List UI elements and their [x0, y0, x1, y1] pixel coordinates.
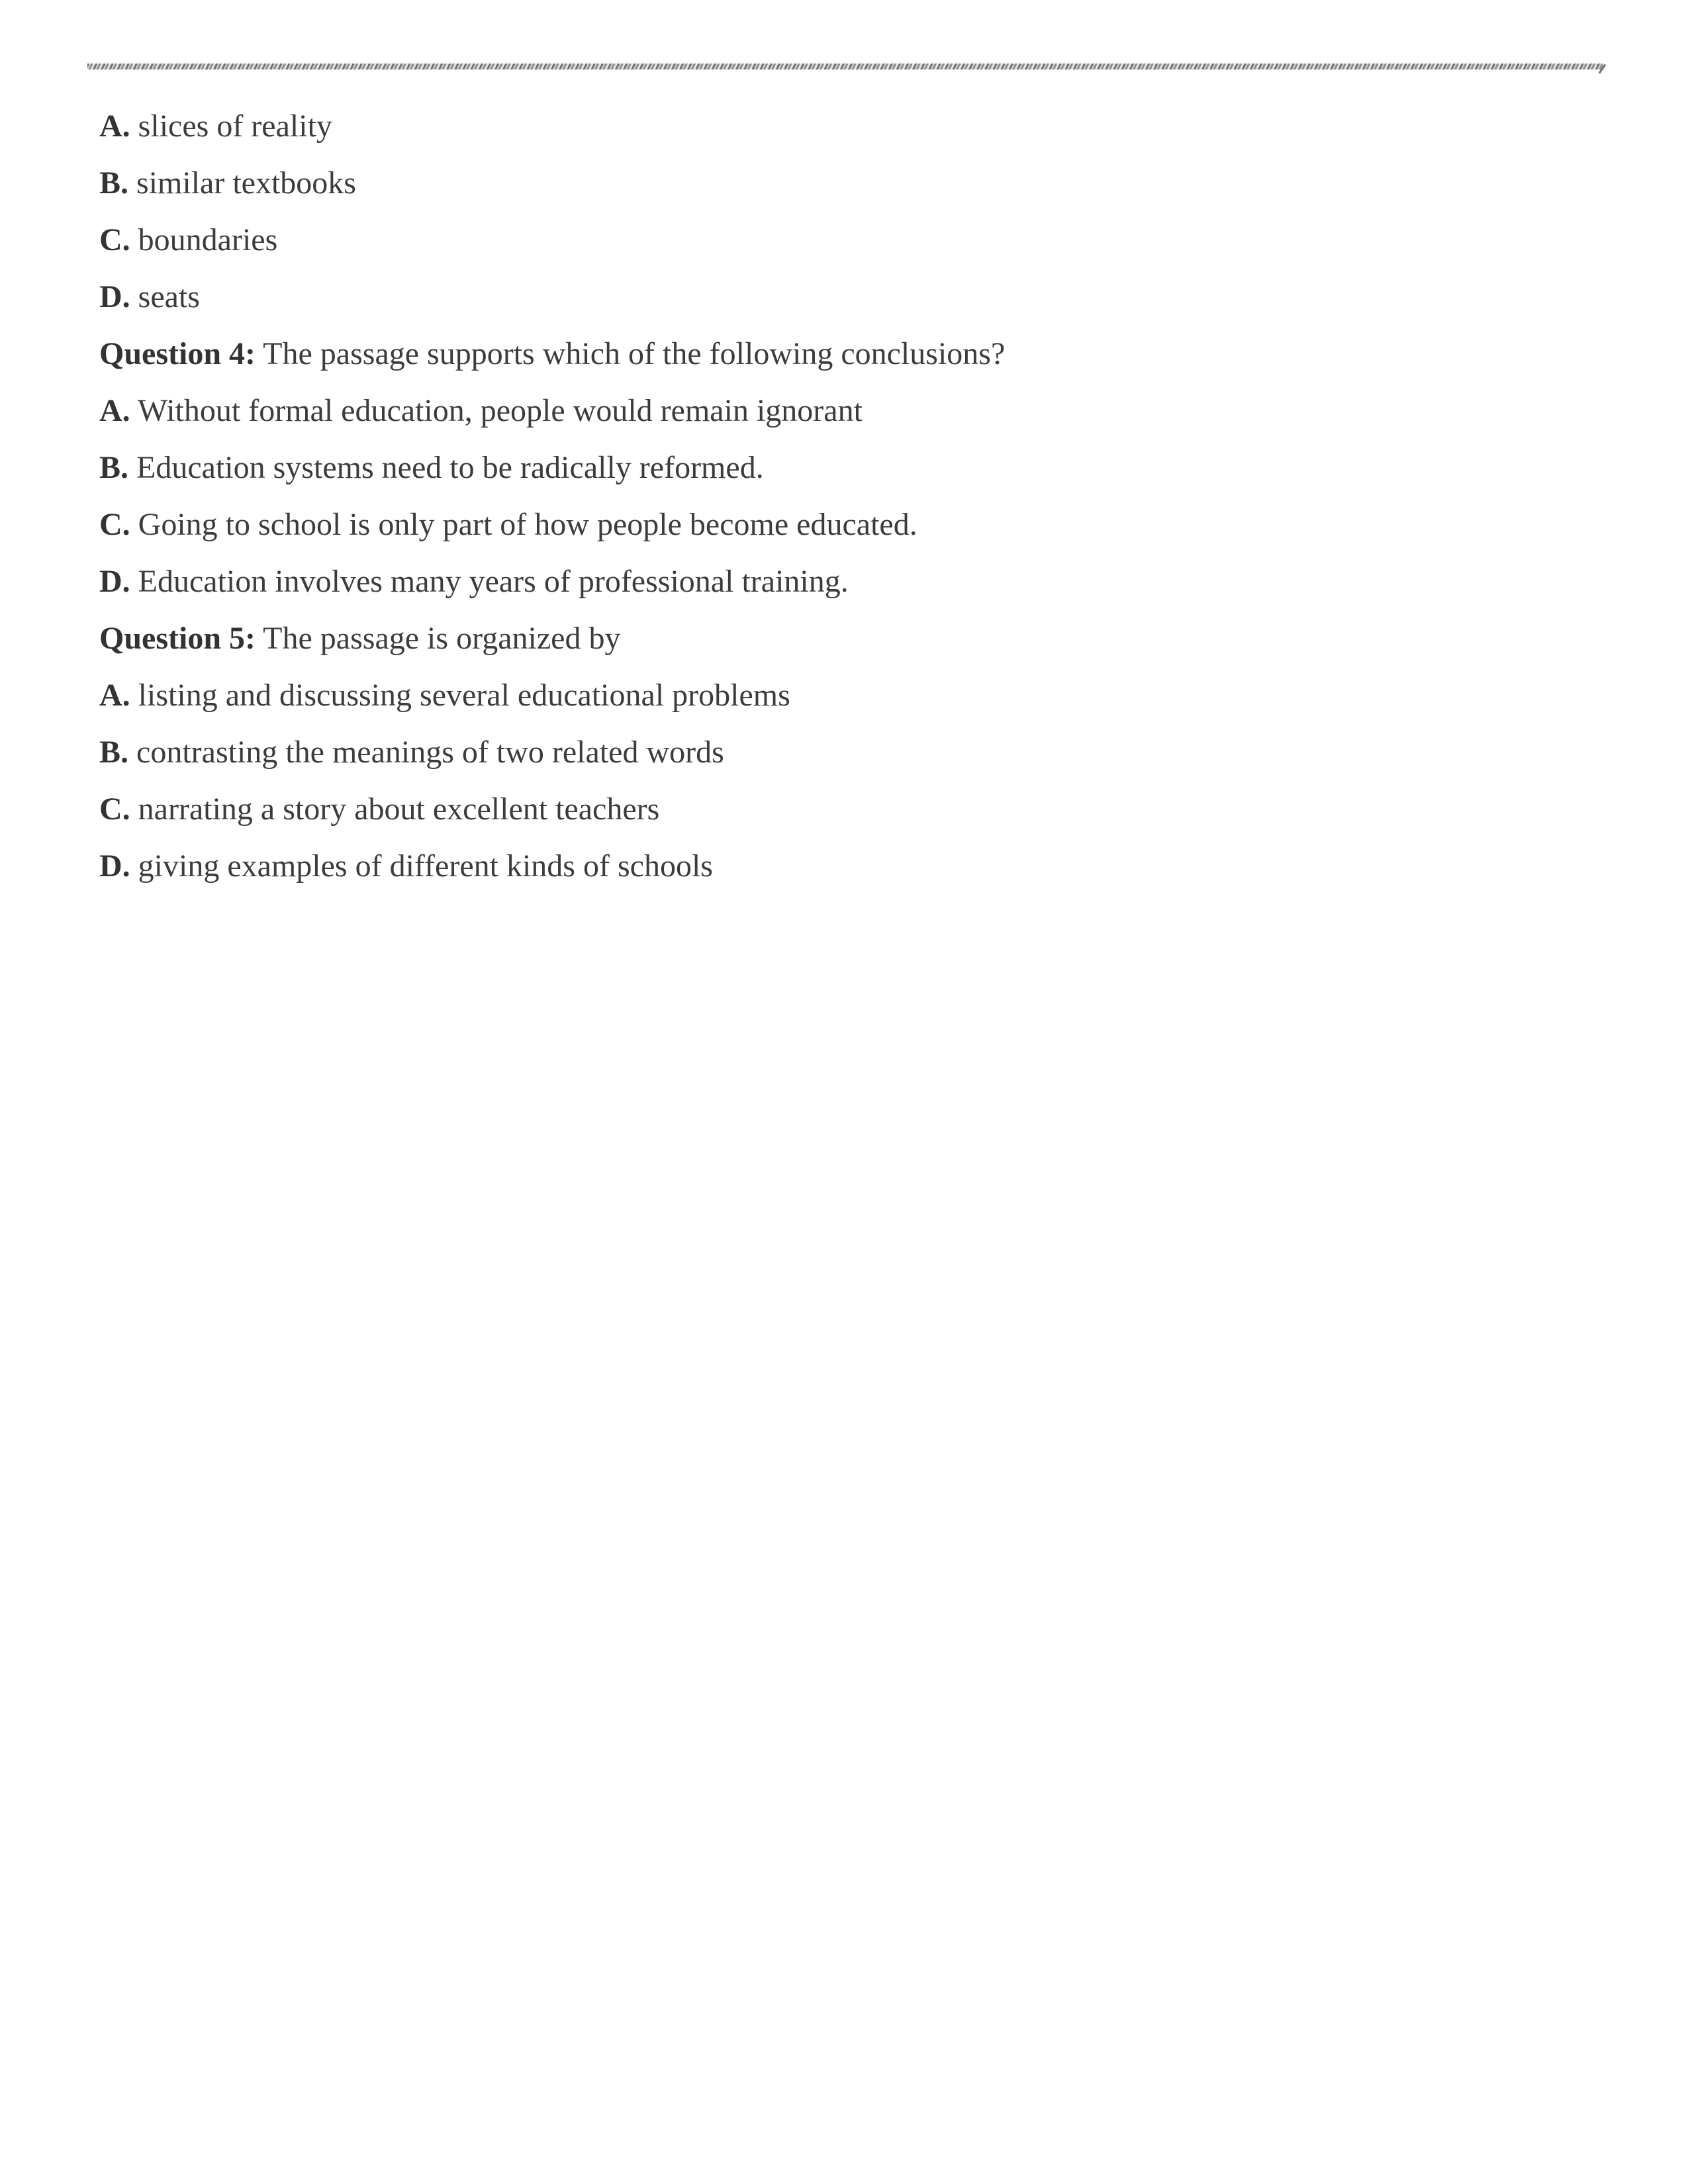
question-text: The passage supports which of the following conclusions? [263, 336, 1006, 371]
option-label: D. [99, 848, 130, 884]
option-text: slices of reality [138, 109, 332, 144]
option-text: narrating a story about excellent teachers [138, 792, 660, 827]
answer-option-d [99, 553, 1589, 610]
option-text: seats [138, 279, 200, 314]
option-text: Without formal education, people would remain ignorant [137, 393, 863, 428]
answer-option-d [99, 269, 1589, 326]
option-text: boundaries [138, 222, 278, 257]
option-label: C. [99, 507, 130, 542]
option-label: B. [99, 735, 129, 770]
answer-option-a [99, 667, 1589, 724]
question-number: Question 5: [99, 621, 256, 656]
question-content [99, 98, 1589, 895]
option-text: Education involves many years of professional training. [138, 564, 849, 599]
option-label: C. [99, 792, 130, 827]
option-text: giving examples of different kinds of schools [138, 848, 713, 884]
answer-option-c [99, 212, 1589, 269]
option-label: D. [99, 279, 130, 314]
option-label: C. [99, 222, 130, 257]
question-number: Question 4: [99, 336, 256, 371]
answer-option-d [99, 838, 1589, 895]
option-text: listing and discussing several educational problems [138, 678, 790, 713]
option-text: Going to school is only part of how people become educated. [138, 507, 917, 542]
answer-option-c [99, 781, 1589, 838]
answer-option-b [99, 724, 1589, 781]
option-label: B. [99, 165, 129, 201]
option-label: A. [99, 393, 130, 428]
question-5-prompt [99, 610, 1589, 667]
option-text: Education systems need to be radically reformed. [136, 450, 764, 485]
option-label: A. [99, 109, 130, 144]
question-4-prompt [99, 326, 1589, 383]
top-divider [87, 64, 1603, 69]
option-label: A. [99, 678, 130, 713]
option-text: similar textbooks [136, 165, 356, 201]
question-text: The passage is organized by [263, 621, 621, 656]
option-label: D. [99, 564, 130, 599]
answer-option-b [99, 439, 1589, 496]
option-label: B. [99, 450, 129, 485]
answer-option-a [99, 98, 1589, 155]
answer-option-c [99, 496, 1589, 553]
answer-option-a [99, 383, 1589, 439]
answer-option-b [99, 155, 1589, 212]
option-text: contrasting the meanings of two related words [136, 735, 724, 770]
